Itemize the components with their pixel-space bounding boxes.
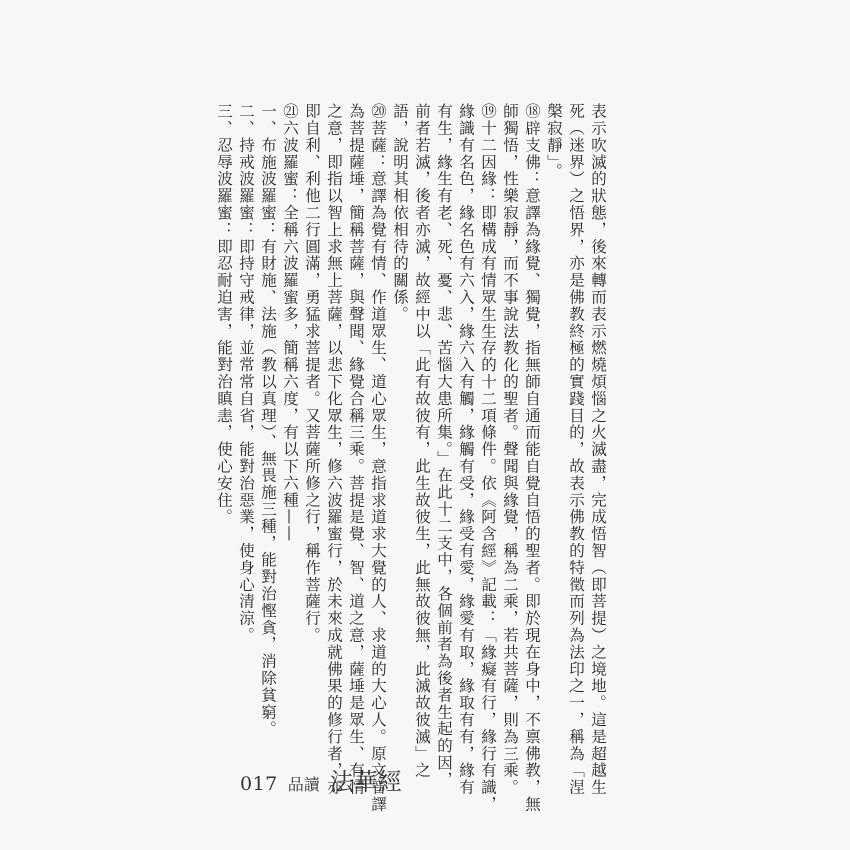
text-column: 緣識有名色，緣名色有六入，緣六入有觸，緣觸有受，緣受有愛，緣愛有取，緣取有有，緣有: [457, 103, 475, 796]
text-column: 前者若滅，後者亦滅，故經中以「此有故彼有，此生故彼生，此無故彼無，此滅故彼滅」之: [413, 103, 431, 779]
text-column: 二、持戒波羅蜜：即持守戒律，並常常自省，能對治惡業，使身心清涼。: [237, 103, 255, 644]
text-column: ⑳菩薩：意譯為覺有情、作道眾生、道心眾生，意指求道求大覺的人、求道的大心人。原文音譯: [369, 103, 387, 813]
text-column: 為菩提薩埵，簡稱菩薩，與聲聞、緣覺合稱三乘。菩提是覺、智、道之意，薩埵是眾生、有情: [347, 103, 365, 796]
text-column: 師獨悟，性樂寂靜，而不事說法教化的聖者。聲聞與緣覺，稱為二乘，若共菩薩，則為三乘。: [501, 103, 519, 796]
series-label: 品讀: [287, 775, 320, 794]
text-column: 死（迷界）之悟界，亦是佛教終極的實踐目的，故表示佛教的特徵而列為法印之一，稱為「涅: [567, 103, 585, 796]
page-footer: [240, 762, 402, 797]
text-column: 表示吹滅的狀態，後來轉而表示燃燒煩惱之火滅盡，完成悟智（即菩提）之境地。這是超越生: [589, 103, 607, 796]
text-column: 一、布施波羅蜜：有財施、法施（教以真理）、無畏施三種，能對治慳貪，消除貧窮。: [259, 103, 277, 738]
text-column: ⑲十二因緣：即構成有情眾生生存的十二項條件。依《阿含經》記載：「緣癡有行，緣行有識，: [479, 103, 497, 813]
text-column: 有生，緣生有老、死、憂、悲、苦惱大患所集。」在此十二支中，各個前者為後者生起的因，: [435, 103, 453, 789]
book-title: 法華經: [329, 768, 402, 796]
text-column: 三、忍辱波羅蜜：即忍耐迫害，能對治瞋恚，使心安住。: [215, 103, 233, 526]
text-column: ⑱辟支佛：意譯為緣覺、獨覺，指無師自通而能自覺自悟的聖者。即於現在身中，不禀佛教，無: [523, 103, 541, 813]
text-column: 之意，即指以智上求無上菩薩，以悲下化眾生，修六波羅蜜行，於未來成就佛果的修行者，亦: [325, 103, 343, 796]
page-number: 017: [240, 773, 278, 795]
text-column: 即自利、利他二行圓滿，勇猛求菩提者。又菩薩所修之行，稱作菩薩行。: [303, 103, 321, 644]
text-column: 語，說明其相依相待的關係。: [391, 103, 409, 323]
text-column: 槃寂靜」。: [545, 103, 563, 180]
text-column: ㉑六波羅蜜：全稱六波羅蜜多，簡稱六度，有以下六種——: [281, 103, 299, 543]
